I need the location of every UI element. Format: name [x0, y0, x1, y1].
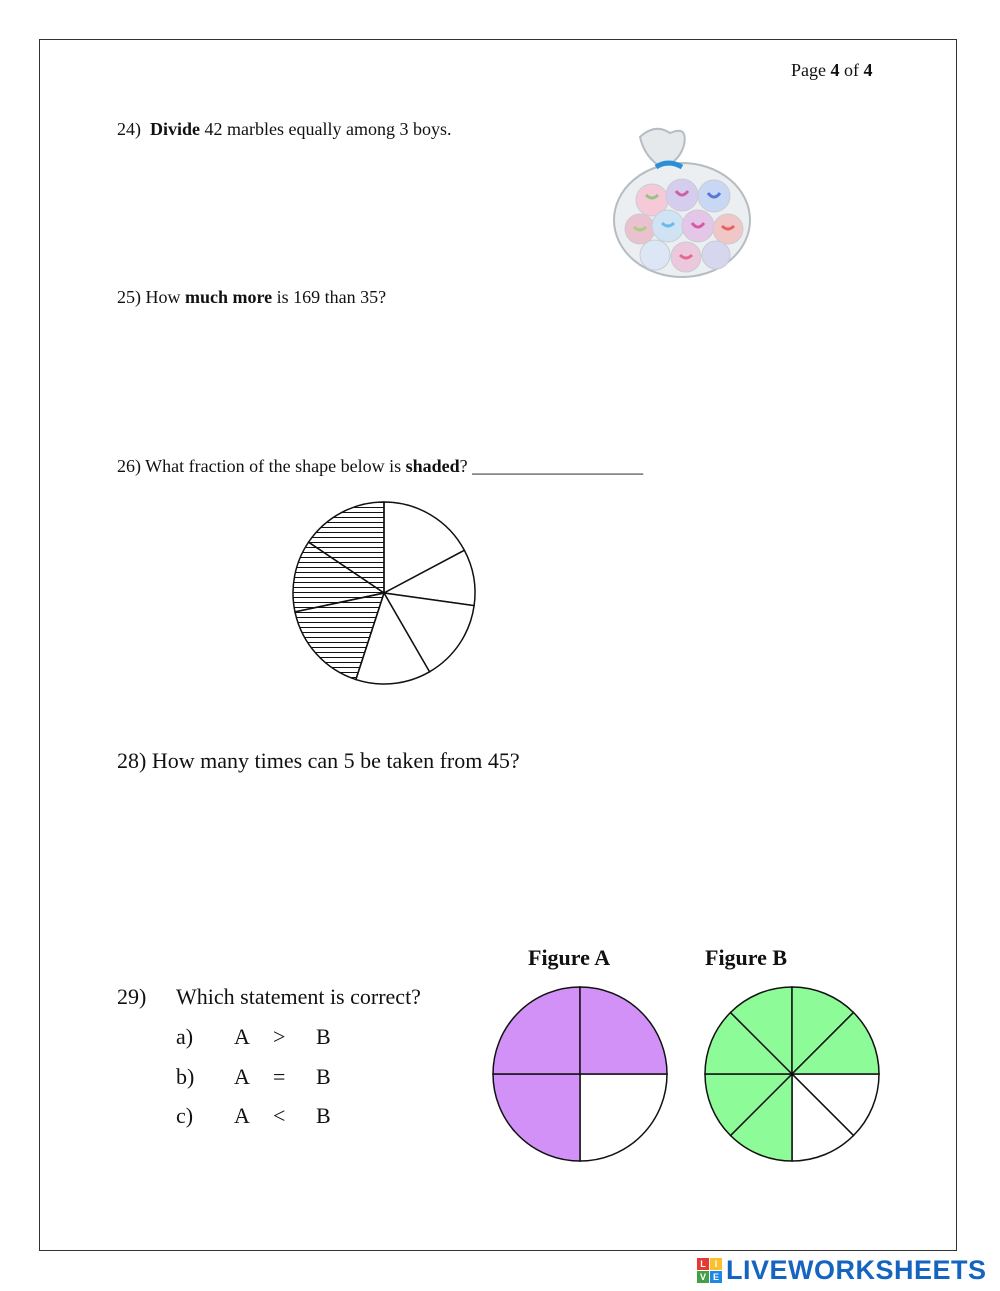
question-29-text: Which statement is correct? [176, 984, 421, 1009]
unshaded-slice [580, 1074, 667, 1161]
live-logo-icon: L I V E [697, 1258, 722, 1283]
page-number: Page 4 of 4 [791, 60, 873, 80]
shaded-slice [580, 987, 667, 1074]
option-right: B [316, 1103, 331, 1128]
figure-a-pie [490, 984, 670, 1164]
option-right: B [316, 1024, 331, 1049]
option-letter: a) [176, 1024, 194, 1049]
option-operator: < [273, 1103, 286, 1128]
option-operator: = [273, 1064, 286, 1089]
question-29-number: 29) [117, 984, 147, 1009]
option-left: A [234, 1024, 250, 1049]
question-25: 25) How much more is 169 than 35? [117, 287, 387, 307]
figure-b-label: Figure B [705, 945, 788, 970]
option-b[interactable] [176, 1064, 336, 1090]
shaded-slice [493, 987, 580, 1074]
marble-bag-image [610, 123, 760, 283]
option-c[interactable] [176, 1103, 336, 1129]
question-28: 28) How many times can 5 be taken from 45? [117, 748, 520, 773]
option-right: B [316, 1064, 331, 1089]
option-operator: > [273, 1024, 286, 1049]
question-24: 24) Divide 42 marbles equally among 3 boys. [117, 119, 452, 139]
option-letter: c) [176, 1103, 194, 1128]
option-letter: b) [176, 1064, 195, 1089]
liveworksheets-logo[interactable] [697, 1253, 987, 1287]
brand-name: LIVEWORKSHEETS [726, 1254, 987, 1285]
option-left: A [234, 1064, 250, 1089]
option-a[interactable] [176, 1024, 336, 1050]
question-26: 26) What fraction of the shape below is shaded? ___________________ [117, 456, 644, 476]
fraction-pie-figure [289, 500, 479, 690]
figure-b-pie [702, 984, 882, 1164]
figure-a-label: Figure A [528, 945, 611, 970]
shaded-slice [493, 1074, 580, 1161]
option-left: A [234, 1103, 250, 1128]
